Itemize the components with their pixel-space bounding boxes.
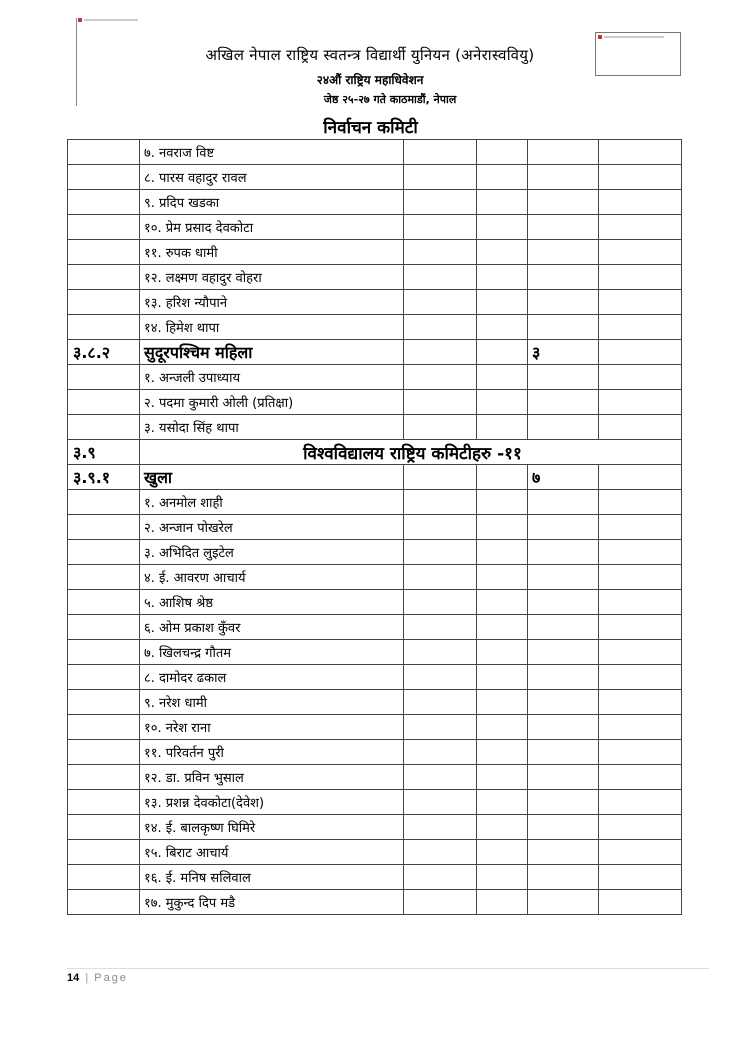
member-row: [68, 290, 682, 315]
row-code-cell: [68, 740, 140, 765]
empty-cell: [404, 690, 477, 715]
member-name: १३. हरिश न्यौपाने: [140, 290, 404, 315]
member-row: [68, 490, 682, 515]
section-row: [68, 440, 682, 465]
row-code-cell: [68, 490, 140, 515]
empty-cell: [404, 165, 477, 190]
empty-cell: [404, 140, 477, 165]
empty-cell: [404, 340, 477, 365]
row-code-cell: ३.८.२: [68, 340, 140, 365]
count-cell: [528, 665, 599, 690]
empty-cell: [599, 515, 682, 540]
count-cell: [528, 715, 599, 740]
left-logo-image: [78, 18, 138, 24]
member-row: [68, 140, 682, 165]
empty-cell: [599, 465, 682, 490]
member-name: ४. ई. आवरण आचार्य: [140, 565, 404, 590]
empty-cell: [477, 840, 528, 865]
footer-divider: [67, 968, 709, 969]
member-row: [68, 815, 682, 840]
empty-cell: [477, 415, 528, 440]
empty-cell: [404, 490, 477, 515]
row-code-cell: [68, 415, 140, 440]
footer-separator: |: [85, 972, 89, 984]
count-cell: [528, 215, 599, 240]
empty-cell: [404, 365, 477, 390]
row-code-cell: [68, 665, 140, 690]
member-name: १. अन्जली उपाध्याय: [140, 365, 404, 390]
empty-cell: [477, 615, 528, 640]
empty-cell: [599, 540, 682, 565]
member-row: [68, 665, 682, 690]
empty-cell: [404, 240, 477, 265]
member-row: [68, 615, 682, 640]
empty-cell: [477, 815, 528, 840]
empty-cell: [404, 290, 477, 315]
row-code-cell: [68, 365, 140, 390]
empty-cell: [477, 365, 528, 390]
count-cell: [528, 415, 599, 440]
empty-cell: [477, 565, 528, 590]
empty-cell: [477, 590, 528, 615]
margin-rule: [76, 18, 77, 106]
member-row: [68, 890, 682, 915]
count-cell: [528, 690, 599, 715]
empty-cell: [477, 490, 528, 515]
member-row: [68, 590, 682, 615]
empty-cell: [599, 265, 682, 290]
count-cell: [528, 190, 599, 215]
count-cell: [528, 240, 599, 265]
member-name: १०. नरेश राना: [140, 715, 404, 740]
row-code-cell: [68, 515, 140, 540]
empty-cell: [477, 340, 528, 365]
member-name: १४. हिमेश थापा: [140, 315, 404, 340]
section-title: विश्वविद्यालय राष्ट्रिय कमिटीहरु -११: [140, 440, 682, 465]
row-code-cell: [68, 165, 140, 190]
empty-cell: [599, 590, 682, 615]
empty-cell: [599, 615, 682, 640]
count-cell: [528, 790, 599, 815]
empty-cell: [599, 790, 682, 815]
count-cell: [528, 290, 599, 315]
member-name: १४. ई. बालकृष्ण घिमिरे: [140, 815, 404, 840]
count-cell: [528, 165, 599, 190]
member-name: ७. खिलचन्द्र गौतम: [140, 640, 404, 665]
empty-cell: [599, 165, 682, 190]
count-cell: [528, 315, 599, 340]
member-name: ८. पारस वहादुर रावल: [140, 165, 404, 190]
count-cell: [528, 865, 599, 890]
empty-cell: [477, 265, 528, 290]
empty-cell: [599, 190, 682, 215]
empty-cell: [404, 390, 477, 415]
empty-cell: [404, 190, 477, 215]
committee-table: [67, 139, 682, 915]
empty-cell: [599, 865, 682, 890]
member-row: [68, 715, 682, 740]
row-code-cell: [68, 865, 140, 890]
empty-cell: [404, 815, 477, 840]
member-name: १६. ई. मनिष सलिवाल: [140, 865, 404, 890]
empty-cell: [599, 715, 682, 740]
empty-cell: [404, 515, 477, 540]
member-row: [68, 515, 682, 540]
convention-name: २४औं राष्ट्रिय महाधिवेशन: [316, 73, 424, 87]
member-row: [68, 690, 682, 715]
empty-cell: [599, 390, 682, 415]
empty-cell: [404, 715, 477, 740]
count-cell: [528, 890, 599, 915]
page-number: 14: [67, 972, 80, 984]
group-title: सुदूरपश्चिम महिला: [140, 340, 404, 365]
empty-cell: [599, 765, 682, 790]
member-row: [68, 315, 682, 340]
member-name: ८. दामोदर ढकाल: [140, 665, 404, 690]
member-name: १२. डा. प्रविन भुसाल: [140, 765, 404, 790]
member-row: [68, 190, 682, 215]
member-row: [68, 840, 682, 865]
count-cell: [528, 590, 599, 615]
empty-cell: [599, 690, 682, 715]
member-row: [68, 390, 682, 415]
member-name: ५. आशिष श्रेष्ठ: [140, 590, 404, 615]
member-row: [68, 415, 682, 440]
empty-cell: [404, 465, 477, 490]
empty-cell: [477, 665, 528, 690]
right-logo-image: [595, 32, 681, 76]
row-code-cell: [68, 315, 140, 340]
empty-cell: [477, 690, 528, 715]
row-code-cell: [68, 190, 140, 215]
member-name: १५. बिराट आचार्य: [140, 840, 404, 865]
empty-cell: [599, 290, 682, 315]
empty-cell: [477, 190, 528, 215]
row-code-cell: [68, 840, 140, 865]
count-cell: ३: [528, 340, 599, 365]
count-cell: [528, 515, 599, 540]
empty-cell: [404, 415, 477, 440]
count-cell: [528, 265, 599, 290]
empty-cell: [404, 865, 477, 890]
empty-cell: [599, 815, 682, 840]
group-header-row: [68, 465, 682, 490]
row-code-cell: [68, 790, 140, 815]
member-row: [68, 240, 682, 265]
convention-date-place: जेष्ठ २५-२७ गते काठमाडौं, नेपाल: [323, 93, 457, 106]
empty-cell: [477, 165, 528, 190]
member-name: १२. लक्ष्मण वहादुर वोहरा: [140, 265, 404, 290]
count-cell: [528, 390, 599, 415]
member-name: १३. प्रशन्न देवकोटा(देवेश): [140, 790, 404, 815]
row-code-cell: [68, 640, 140, 665]
count-cell: [528, 140, 599, 165]
row-code-cell: [68, 765, 140, 790]
empty-cell: [599, 490, 682, 515]
empty-cell: [404, 765, 477, 790]
row-code-cell: [68, 215, 140, 240]
empty-cell: [404, 790, 477, 815]
empty-cell: [404, 315, 477, 340]
empty-cell: [477, 240, 528, 265]
empty-cell: [599, 840, 682, 865]
member-row: [68, 865, 682, 890]
empty-cell: [477, 865, 528, 890]
row-code-cell: [68, 890, 140, 915]
count-cell: [528, 615, 599, 640]
member-name: ३. यसोदा सिंह थापा: [140, 415, 404, 440]
empty-cell: [477, 315, 528, 340]
member-row: [68, 365, 682, 390]
member-name: ११. परिवर्तन पुरी: [140, 740, 404, 765]
count-cell: [528, 540, 599, 565]
row-code-cell: [68, 615, 140, 640]
count-cell: [528, 490, 599, 515]
row-code-cell: [68, 140, 140, 165]
count-cell: [528, 640, 599, 665]
count-cell: [528, 765, 599, 790]
empty-cell: [477, 765, 528, 790]
row-code-cell: [68, 265, 140, 290]
empty-cell: [404, 840, 477, 865]
member-name: ३. अभिदित लुइटेल: [140, 540, 404, 565]
empty-cell: [599, 415, 682, 440]
row-code-cell: ३.९.१: [68, 465, 140, 490]
member-row: [68, 540, 682, 565]
count-cell: ७: [528, 465, 599, 490]
empty-cell: [477, 515, 528, 540]
group-header-row: [68, 340, 682, 365]
member-name: ७. नवराज विष्ट: [140, 140, 404, 165]
row-code-cell: [68, 715, 140, 740]
empty-cell: [404, 265, 477, 290]
empty-cell: [404, 890, 477, 915]
empty-cell: [477, 740, 528, 765]
empty-cell: [477, 640, 528, 665]
empty-cell: [404, 615, 477, 640]
empty-cell: [477, 465, 528, 490]
member-name: ९. प्रदिप खडका: [140, 190, 404, 215]
row-code-cell: [68, 240, 140, 265]
member-name: १०. प्रेम प्रसाद देवकोटा: [140, 215, 404, 240]
member-row: [68, 640, 682, 665]
empty-cell: [404, 665, 477, 690]
empty-cell: [477, 790, 528, 815]
row-code-cell: [68, 290, 140, 315]
member-name: २. पदमा कुमारी ओली (प्रतिक्षा): [140, 390, 404, 415]
empty-cell: [404, 565, 477, 590]
count-cell: [528, 740, 599, 765]
page-title: निर्वाचन कमिटी: [323, 118, 418, 138]
empty-cell: [599, 240, 682, 265]
member-row: [68, 215, 682, 240]
count-cell: [528, 815, 599, 840]
member-name: ९. नरेश धामी: [140, 690, 404, 715]
row-code-cell: [68, 390, 140, 415]
member-row: [68, 165, 682, 190]
row-code-cell: [68, 690, 140, 715]
empty-cell: [404, 215, 477, 240]
member-row: [68, 565, 682, 590]
member-row: [68, 265, 682, 290]
count-cell: [528, 365, 599, 390]
empty-cell: [477, 540, 528, 565]
empty-cell: [404, 640, 477, 665]
empty-cell: [477, 715, 528, 740]
member-row: [68, 765, 682, 790]
organization-name: अखिल नेपाल राष्ट्रिय स्वतन्त्र विद्यार्थी युनियन (अनेरास्ववियु): [205, 46, 535, 64]
row-code-cell: [68, 590, 140, 615]
committee-table-body: [68, 140, 682, 915]
empty-cell: [477, 215, 528, 240]
empty-cell: [404, 740, 477, 765]
empty-cell: [599, 640, 682, 665]
row-code-cell: [68, 540, 140, 565]
member-row: [68, 790, 682, 815]
empty-cell: [599, 340, 682, 365]
group-title: खुला: [140, 465, 404, 490]
empty-cell: [599, 740, 682, 765]
member-name: १. अनमोल शाही: [140, 490, 404, 515]
row-code-cell: [68, 815, 140, 840]
empty-cell: [599, 140, 682, 165]
page-word: Page: [94, 972, 128, 984]
empty-cell: [599, 890, 682, 915]
empty-cell: [477, 890, 528, 915]
count-cell: [528, 565, 599, 590]
member-name: ११. रुपक धामी: [140, 240, 404, 265]
empty-cell: [599, 315, 682, 340]
empty-cell: [477, 290, 528, 315]
empty-cell: [599, 565, 682, 590]
empty-cell: [599, 365, 682, 390]
empty-cell: [477, 140, 528, 165]
member-name: ६. ओम प्रकाश कुँवर: [140, 615, 404, 640]
count-cell: [528, 840, 599, 865]
empty-cell: [599, 215, 682, 240]
page-footer: [67, 972, 128, 984]
member-name: २. अन्जान पोखरेल: [140, 515, 404, 540]
member-row: [68, 740, 682, 765]
member-name: १७. मुकुन्द दिप मडै: [140, 890, 404, 915]
empty-cell: [599, 665, 682, 690]
empty-cell: [404, 540, 477, 565]
empty-cell: [477, 390, 528, 415]
section-code: ३.९: [68, 440, 140, 465]
row-code-cell: [68, 565, 140, 590]
empty-cell: [404, 590, 477, 615]
